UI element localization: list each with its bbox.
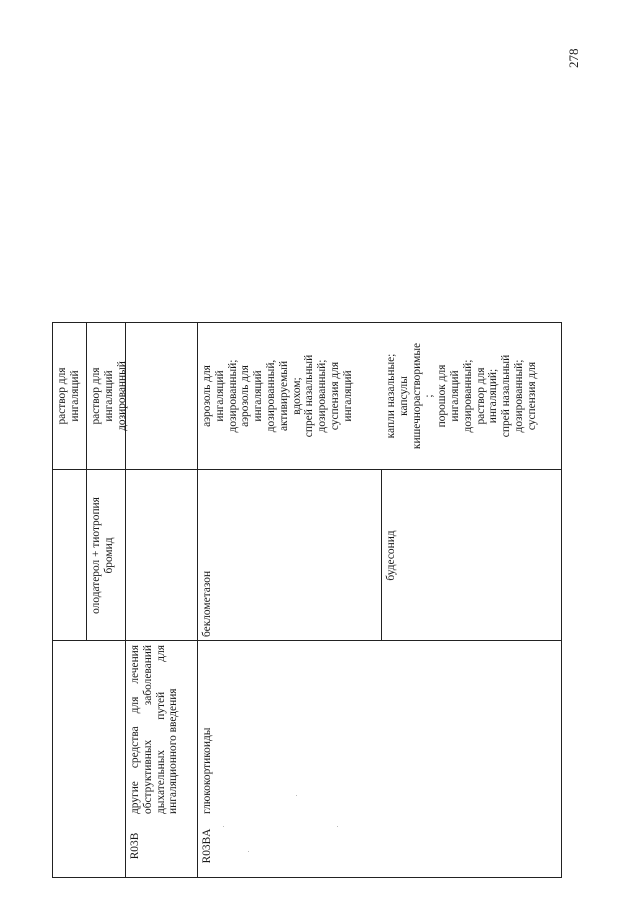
- scan-artifact: [248, 851, 249, 852]
- group-name-cell: глюкокортикоиды: [201, 727, 213, 814]
- dosage-form-cell: капли назальные; капсулы кишечнорастворимые ; порошок для ингаляций дозированный; раствор для ингаляций; спрей назальный дозированный; суспензия для: [385, 342, 538, 450]
- cell-divider: [86, 470, 87, 641]
- rotated-drug-table: [52, 322, 562, 878]
- dosage-form-cell: раствор для ингаляций: [56, 367, 81, 425]
- dosage-form-cell: раствор для ингаляций дозированный: [90, 361, 128, 431]
- table-border-right: [52, 322, 562, 323]
- column-divider: [52, 640, 562, 641]
- atc-code-cell: R03B: [129, 832, 141, 860]
- column-divider: [52, 469, 562, 470]
- scan-artifact: [223, 826, 224, 827]
- table-border-left: [52, 877, 562, 878]
- drug-name-cell: будесонид: [385, 530, 397, 581]
- scan-artifact: [337, 826, 338, 827]
- page-number: 278: [566, 48, 581, 68]
- drug-name-cell: беклометазон: [201, 570, 213, 637]
- scan-artifact: [296, 795, 297, 796]
- table-border-bottom: [561, 322, 562, 878]
- drug-name-cell: олодатерол + тиотропия бромид: [90, 497, 115, 614]
- row-divider: [197, 322, 198, 878]
- table-border-top: [52, 322, 53, 878]
- cell-divider: [381, 470, 382, 641]
- dosage-form-cell: аэрозоль для ингаляций дозированный; аэрозоль для ингаляций дозированный, активируемый вдохом; спрей назальный дозированный; суспензия для ингаляций: [201, 354, 354, 438]
- group-name-cell: другие средства для лечения обструктивных заболеваний дыхательных путей для ингаляционного введения: [129, 645, 180, 814]
- cell-divider: [86, 323, 87, 470]
- atc-code-cell: R03BA: [201, 828, 213, 864]
